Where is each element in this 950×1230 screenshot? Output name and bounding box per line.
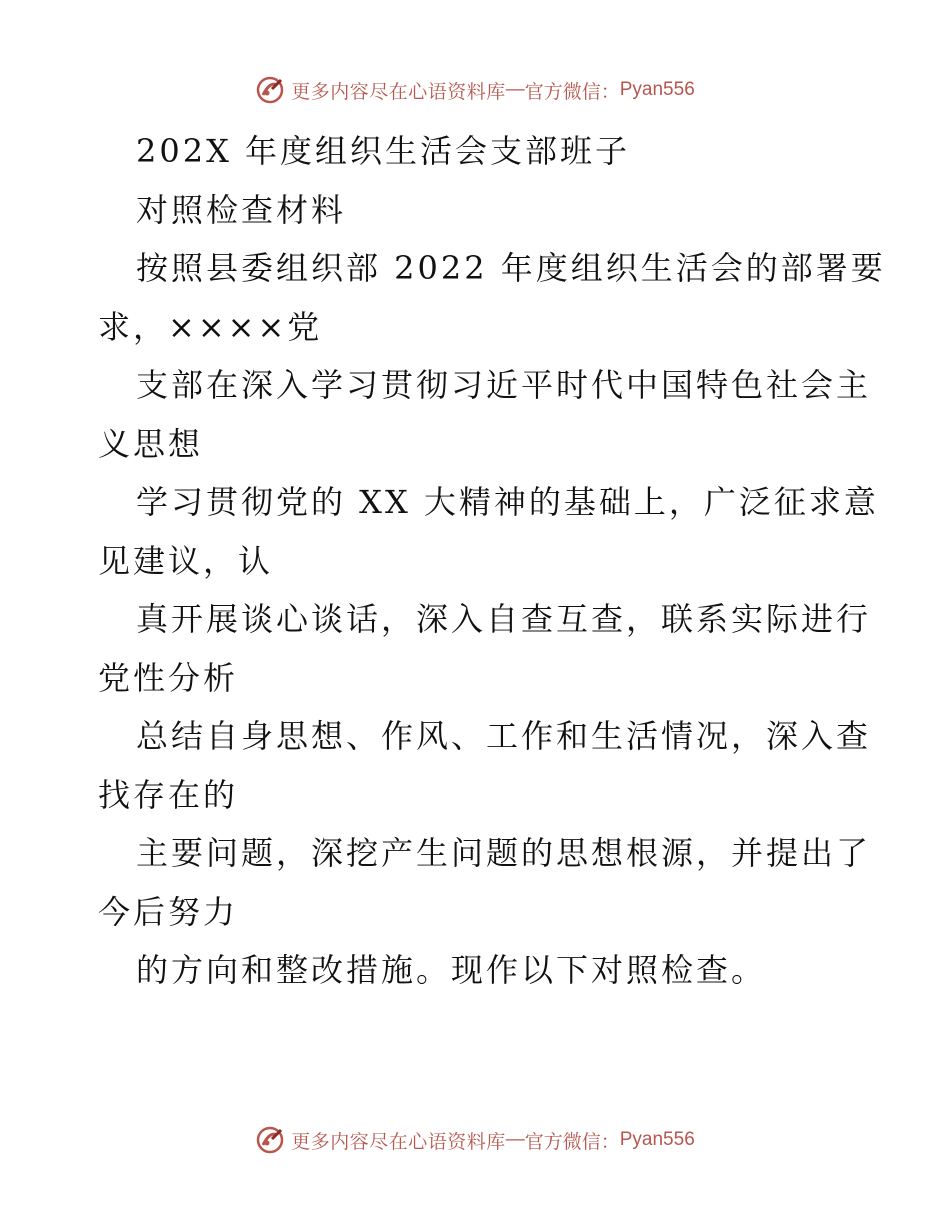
line-text: 学习贯彻党的 XX 大精神的基础上，广泛征求意 <box>136 483 879 521</box>
title-line-2 <box>98 181 858 240</box>
line-text: 支部在深入学习贯彻习近平时代中国特色社会主 <box>136 366 872 404</box>
watermark-dash: — <box>505 79 525 100</box>
line-text: 总结自身思想、作风、工作和生活情况，深入查 <box>136 717 872 755</box>
paragraph-line <box>98 590 872 707</box>
line-text: 主要问题，深挖产生问题的思想根源，并提出了 <box>136 834 872 872</box>
watermark-label: 官方微信： <box>524 81 620 103</box>
watermark-id: Pyan556 <box>619 1129 695 1150</box>
paragraph-line <box>98 707 872 824</box>
line-continuation: 见建议，认 <box>98 541 274 580</box>
paragraph-line <box>98 941 858 1000</box>
paragraph-line <box>98 473 879 590</box>
paragraph-line <box>98 356 872 473</box>
line-text: 真开展谈心谈话，深入自查互查，联系实际进行 <box>136 600 872 638</box>
watermark-header <box>0 70 950 110</box>
paragraph-line <box>98 824 872 941</box>
line-continuation: 找存在的 <box>98 775 239 814</box>
line-text: 按照县委组织部 2022 年度组织生活会的部署要 <box>136 249 886 287</box>
line-continuation: 义思想 <box>98 424 204 463</box>
watermark-text: 更多内容尽在心语资料库 <box>291 81 506 103</box>
watermark-text: 更多内容尽在心语资料库 <box>291 1131 506 1153</box>
watermark-label: 官方微信： <box>524 1131 620 1153</box>
brand-logo-icon <box>255 1125 285 1155</box>
title-line-1 <box>98 122 858 181</box>
document-body <box>98 122 886 1000</box>
line-text: 对照检查材料 <box>136 190 347 229</box>
line-continuation: 求，××××党 <box>98 307 323 346</box>
watermark-footer <box>0 1120 950 1160</box>
brand-logo-icon <box>255 75 285 105</box>
line-text: 202X 年度组织生活会支部班子 <box>136 132 631 170</box>
watermark-dash: — <box>505 1129 525 1150</box>
paragraph-line <box>98 239 886 356</box>
line-continuation: 今后努力 <box>98 892 239 931</box>
line-text: 的方向和整改措施。现作以下对照检查。 <box>136 951 767 989</box>
watermark-id: Pyan556 <box>619 79 695 100</box>
line-continuation: 党性分析 <box>98 658 239 697</box>
